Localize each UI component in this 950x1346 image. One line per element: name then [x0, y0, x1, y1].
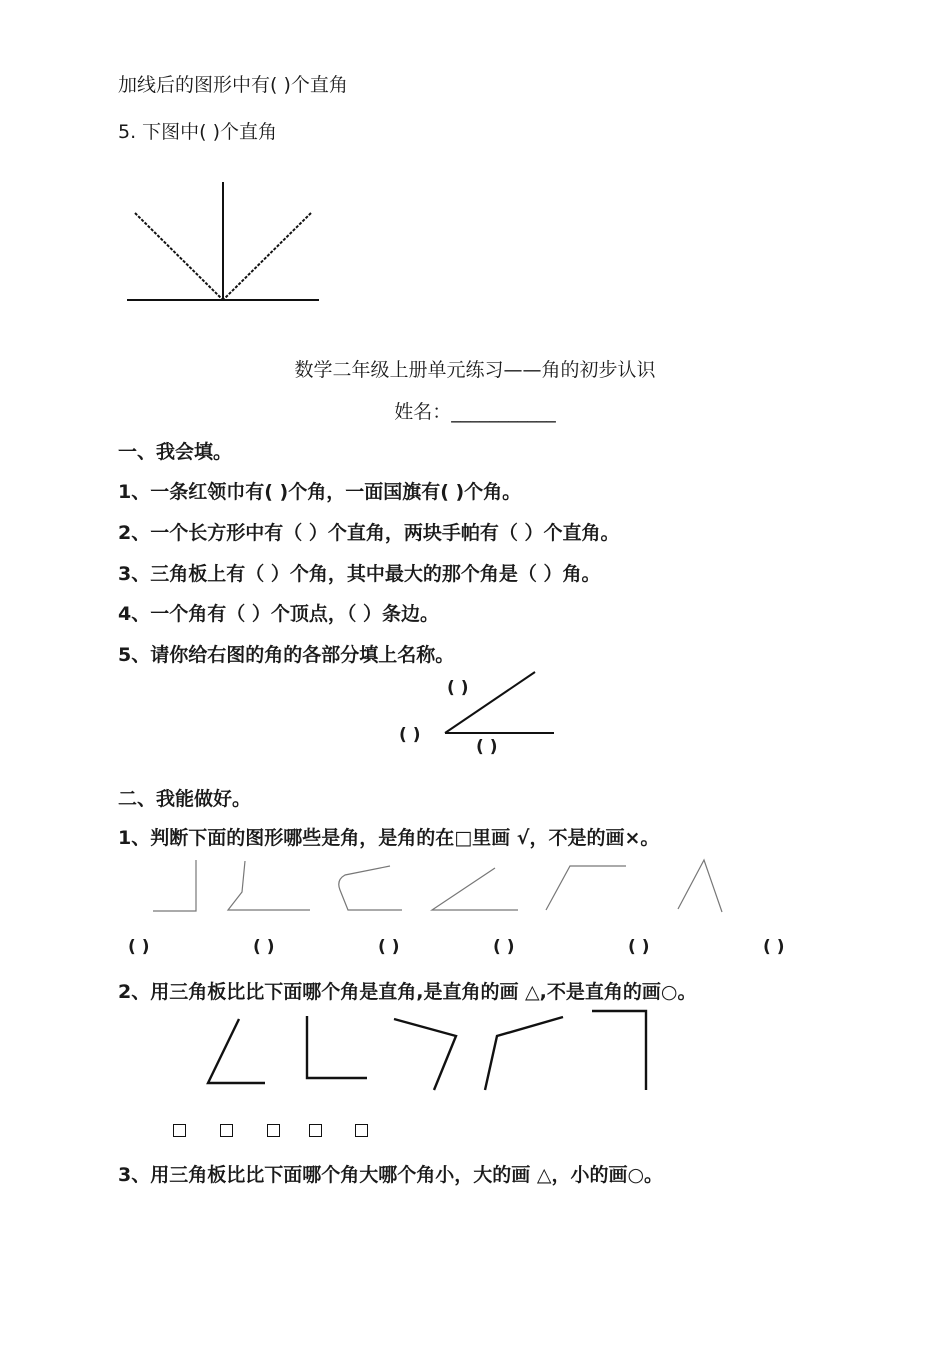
section-1-heading: 一、我会填。	[118, 441, 233, 463]
right-angle-count-question: 5. 下图中( )个直角	[118, 121, 278, 143]
answer-box-1[interactable]	[173, 1124, 186, 1137]
shape-1	[153, 860, 196, 911]
shape-4	[432, 868, 518, 910]
angle-bottom-side-label: ( )	[476, 737, 498, 757]
check-angle-3	[394, 1019, 456, 1090]
added-line-question: 加线后的图形中有( )个直角	[118, 74, 348, 96]
question-2-2: 2、用三角板比比下面哪个角是直角,是直角的画 △,不是直角的画○。	[118, 981, 697, 1003]
section-2-heading: 二、我能做好。	[118, 788, 252, 810]
answer-box-3[interactable]	[267, 1124, 280, 1137]
judge-shapes	[153, 860, 722, 912]
answer-box-5[interactable]	[355, 1124, 368, 1137]
question-1-4: 4、一个角有（ ）个顶点，（ ）条边。	[118, 603, 439, 625]
answer-blank-4: ( )	[493, 937, 515, 957]
shape-3	[339, 866, 402, 910]
answer-box-2[interactable]	[220, 1124, 233, 1137]
right-diagonal	[223, 213, 311, 300]
name-label: 姓名：	[394, 401, 452, 423]
shape-5	[546, 866, 626, 910]
answer-blank-6: ( )	[763, 937, 785, 957]
answer-box-4[interactable]	[309, 1124, 322, 1137]
shape-2	[228, 861, 310, 910]
check-angle-2	[307, 1016, 367, 1078]
right-angle-figure	[127, 182, 319, 300]
question-1-5: 5、请你给右图的角的各部分填上名称。	[118, 644, 455, 666]
left-diagonal	[135, 213, 223, 300]
check-angle-4	[485, 1017, 563, 1090]
check-angle-1	[208, 1019, 265, 1083]
question-1-3: 3、三角板上有（ ）个角，其中最大的那个角是（ ）角。	[118, 563, 601, 585]
answer-blank-2: ( )	[253, 937, 275, 957]
angle-side-label: ( )	[447, 678, 469, 698]
check-angle-5	[592, 1011, 646, 1090]
name-blank: ___________	[451, 401, 556, 423]
angle-vertex-label: ( )	[399, 725, 421, 745]
question-1-1: 1、一条红领巾有( )个角，一面国旗有( )个角。	[118, 481, 522, 503]
question-2-1: 1、判断下面的图形哪些是角，是角的在□里画 √，不是的画×。	[118, 827, 660, 849]
answer-blank-3: ( )	[378, 937, 400, 957]
name-line	[0, 397, 950, 424]
answer-blank-5: ( )	[628, 937, 650, 957]
question-1-2: 2、一个长方形中有（ ）个直角，两块手帕有（ ）个直角。	[118, 522, 620, 544]
page-title: 数学二年级上册单元练习——角的初步认识	[294, 359, 656, 381]
answer-blank-1: ( )	[128, 937, 150, 957]
shape-6	[678, 860, 722, 912]
question-2-3: 3、用三角板比比下面哪个角大哪个角小，大的画 △，小的画○。	[118, 1164, 664, 1186]
right-angle-check-shapes	[208, 1011, 646, 1090]
